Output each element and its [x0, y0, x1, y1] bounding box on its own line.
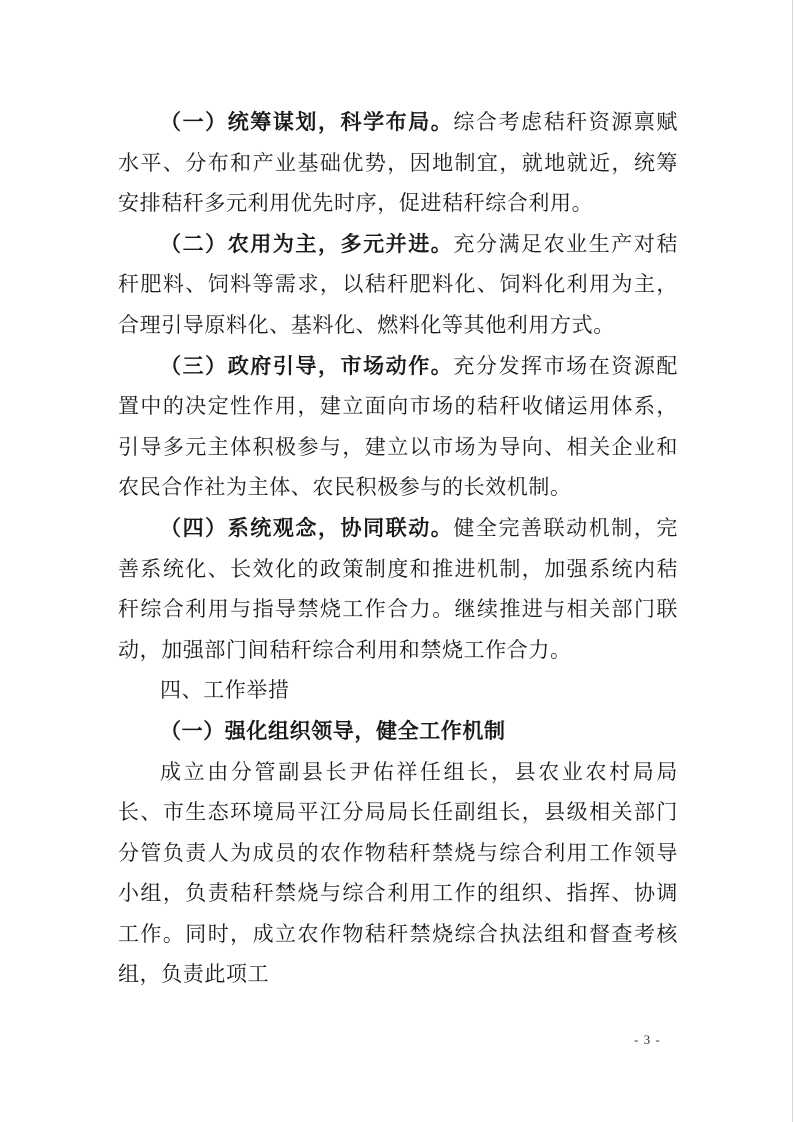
principle-paragraph-2 — [118, 224, 678, 346]
section-heading: 四、工作举措 — [160, 678, 290, 703]
principle-paragraph-4 — [118, 508, 678, 670]
principle-4-lead: （四）系统观念，协同联动。 — [160, 514, 454, 540]
final-paragraph: 成立由分管副县长尹佑祥任组长，县农业农村局局长、市生态环境局平江分局局长任副组长，县级相关部门分管负责人为成员的农作物秸秆禁烧与综合利用工作领导小组，负责秸秆禁烧与综合利用工作的组织、指挥、协调工作。同时，成立农作物秸秆禁烧综合执法组和督查考核组，负责此项工 — [118, 759, 678, 987]
principle-paragraph-1 — [118, 102, 678, 224]
scan-edge-divider — [792, 0, 793, 1122]
principle-3-body: 充分发挥市场在资源配置中的决定性作用，建立面向市场的秸秆收储运用体系，引导多元主体积极参与，建立以市场为导向、相关企业和农民合作社为主体、农民积极参与的长效机制。 — [118, 353, 678, 500]
principle-4-body: 健全完善联动机制，完善系统化、长效化的政策制度和推进机制，加强系统内秸秆综合利用与指导禁烧工作合力。继续推进与相关部门联动，加强部门间秸秆综合利用和禁烧工作合力。 — [118, 515, 678, 662]
subsection-heading: （一）强化组织领导，健全工作机制 — [160, 717, 506, 743]
principle-1-lead: （一）统筹谋划，科学布局。 — [160, 109, 454, 134]
principle-2-body: 充分满足农业生产对秸秆肥料、饲料等需求，以秸秆肥料化、饲料化利用为主，合理引导原料化、基料化、燃料化等其他利用方式。 — [118, 231, 678, 337]
principle-2-lead: （二）农用为主，多元并进。 — [160, 230, 454, 256]
principle-1-body: 综合考虑秸秆资源禀赋水平、分布和产业基础优势，因地制宜，就地就近，统筹安排秸秆多元利用优先时序，促进秸秆综合利用。 — [118, 110, 678, 216]
principle-paragraph-3 — [118, 346, 678, 508]
document-body — [118, 102, 678, 995]
principle-3-lead: （三）政府引导，市场动作。 — [160, 352, 454, 378]
page-number: - 3 - — [634, 1032, 661, 1047]
